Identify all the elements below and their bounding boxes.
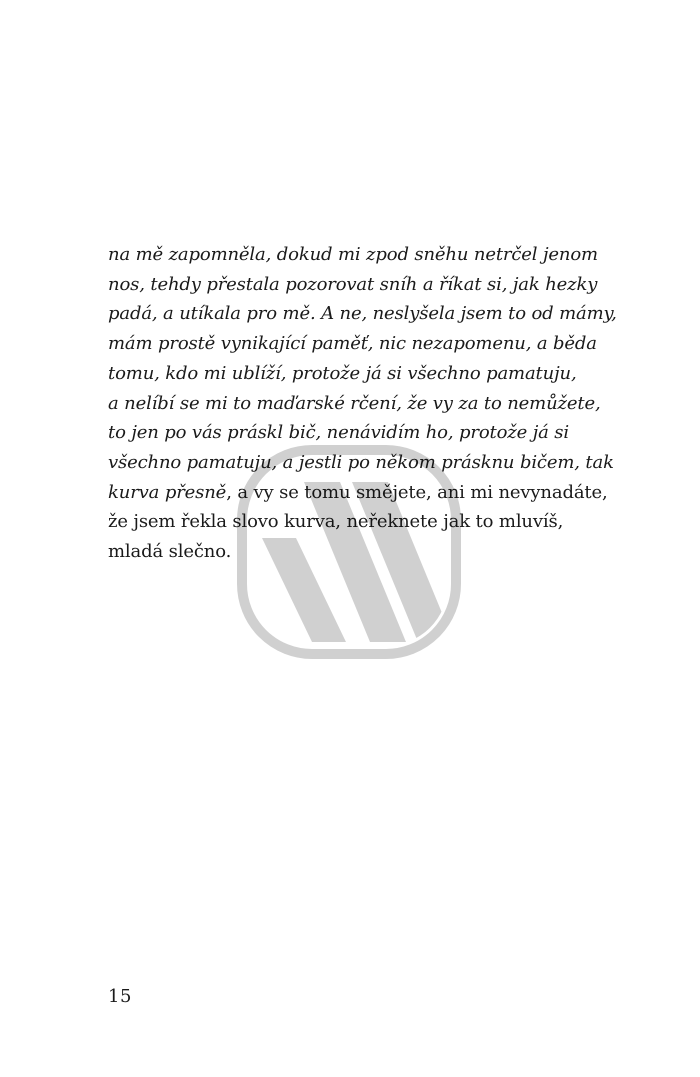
italic-segment: to jen po vás práskl bič, nenávidím ho, protože já si xyxy=(108,422,569,444)
text-line-1 xyxy=(108,240,598,270)
italic-segment: tomu, kdo mi ublíží, protože já si všechno pamatuju, xyxy=(108,362,577,384)
roman-segment: že jsem řekla slovo kurva, neřeknete jak to mluvíš, xyxy=(108,511,564,533)
italic-segment: nos, tehdy přestala pozorovat sníh a říkat si, jak hezky xyxy=(108,273,598,295)
italic-segment: kurva přesně xyxy=(108,481,227,503)
roman-segment: mladá slečno. xyxy=(108,541,232,563)
text-line-11 xyxy=(108,537,588,567)
page-number: 15 xyxy=(108,986,132,1007)
italic-segment: padá, a utíkala pro mě. A ne, neslyšela jsem to od mámy, xyxy=(108,303,617,325)
roman-segment: , a vy se tomu smějete, ani mi nevynadáte, xyxy=(226,481,608,503)
text-line-3 xyxy=(108,299,617,329)
text-line-6 xyxy=(108,389,601,419)
text-line-8 xyxy=(108,448,614,478)
text-line-10 xyxy=(108,507,588,537)
text-line-7 xyxy=(108,418,588,448)
text-line-9 xyxy=(108,478,608,508)
italic-segment: všechno pamatuju, a jestli po někom prásknu bičem, tak xyxy=(108,451,614,473)
italic-segment: a nelíbí se mi to maďarské rčení, že vy za to nemůžete, xyxy=(108,392,601,414)
body-text xyxy=(108,240,617,567)
text-line-4 xyxy=(108,329,597,359)
text-line-2 xyxy=(108,270,598,300)
italic-segment: na mě zapomněla, dokud mi zpod sněhu netrčel jenom xyxy=(108,244,598,265)
italic-segment: mám prostě vynikající paměť, nic nezapomenu, a běda xyxy=(108,333,597,355)
text-line-5 xyxy=(108,359,588,389)
